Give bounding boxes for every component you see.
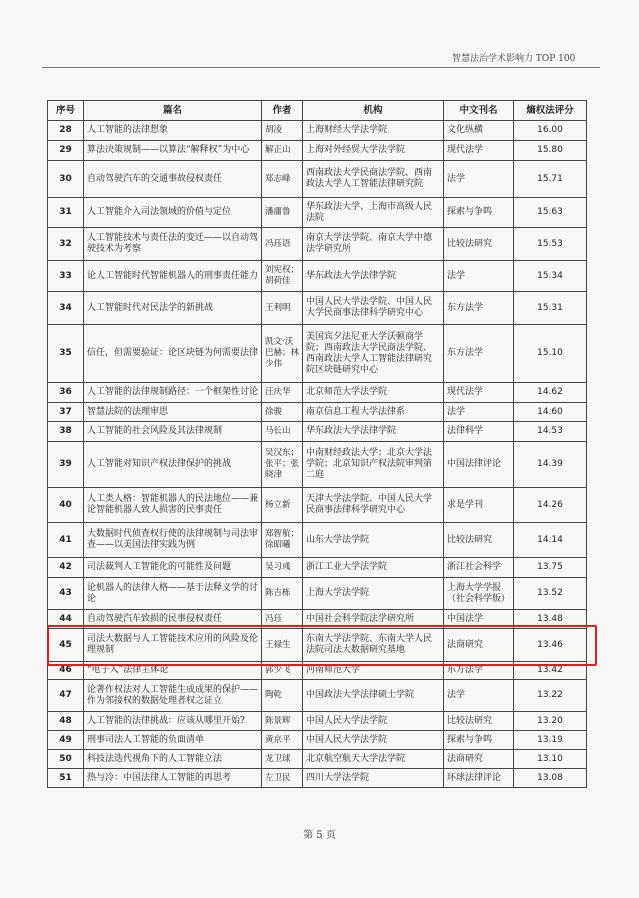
row-number: 39: [48, 442, 84, 488]
score-value: 13.42: [514, 662, 587, 680]
row-number: 36: [48, 383, 84, 403]
score-value: 13.20: [514, 712, 587, 731]
score-value: 13.08: [514, 769, 587, 788]
column-header-no: 序号: [48, 101, 84, 121]
article-title: 论机器人的法律人格——基于法释义学的讨论: [84, 578, 262, 610]
author-name: 杨立新: [262, 488, 303, 523]
table-row: [48, 523, 587, 558]
column-header-institution: 机构: [303, 101, 444, 121]
article-title: 人工类人格：智能机器人的民法地位——兼论智能机器人致人损害的民事责任: [84, 488, 262, 523]
table-row: [48, 422, 587, 442]
journal-name: 比较法研究: [444, 523, 514, 558]
article-title: 司法裁判人工智能化的可能性及问题: [84, 558, 262, 578]
table-row: [48, 731, 587, 750]
author-name: 龙卫球: [262, 750, 303, 769]
institution-name: 中国政法大学法律硕士学院: [303, 680, 444, 712]
article-title: 热与冷：中国法律人工智能的再思考: [84, 769, 262, 788]
journal-name: 比较法研究: [444, 228, 514, 261]
author-name: 郑志峰: [262, 161, 303, 198]
institution-name: 美国宾夕法尼亚大学沃顿商学院；西南政法大学民商法学院、西南政法大学人工智能法律研究院区块链研究中心: [303, 325, 444, 383]
article-title: 刑事司法人工智能的负面清单: [84, 731, 262, 750]
score-value: 15.10: [514, 325, 587, 383]
author-name: 吴汉东；张平；张晓津: [262, 442, 303, 488]
author-name: 王禄生: [262, 629, 303, 662]
table-row: [48, 261, 587, 292]
row-number: 41: [48, 523, 84, 558]
row-number: 34: [48, 292, 84, 325]
row-number: 32: [48, 228, 84, 261]
institution-name: 中国人民大学法学院: [303, 712, 444, 731]
page-number: 第 5 页: [303, 830, 336, 841]
institution-name: 上海大学法学院: [303, 578, 444, 610]
author-name: 解正山: [262, 141, 303, 161]
article-title: 智慧法院的法理审思: [84, 403, 262, 422]
score-value: 14.60: [514, 403, 587, 422]
author-name: 胡凌: [262, 121, 303, 141]
score-value: 15.80: [514, 141, 587, 161]
journal-name: 法商研究: [444, 750, 514, 769]
journal-name: 中国法学: [444, 610, 514, 629]
institution-name: 中国人民大学法学院、中国人民大学民商事法律科学研究中心: [303, 292, 444, 325]
row-number: 50: [48, 750, 84, 769]
row-number: 31: [48, 198, 84, 228]
institution-name: 南京信息工程大学法律系: [303, 403, 444, 422]
score-value: 13.19: [514, 731, 587, 750]
article-title: 人工智能技术与责任法的变迁——以自动驾驶技术为考察: [84, 228, 262, 261]
author-name: 徐骏: [262, 403, 303, 422]
author-name: 冯珏语: [262, 228, 303, 261]
author-name: 陈吉栋: [262, 578, 303, 610]
score-value: 16.00: [514, 121, 587, 141]
journal-name: 东方法学: [444, 292, 514, 325]
row-number: 47: [48, 680, 84, 712]
journal-name: 法学: [444, 161, 514, 198]
institution-name: 上海财经大学法学院: [303, 121, 444, 141]
article-title: 自动驾驶汽车的交通事故侵权责任: [84, 161, 262, 198]
author-name: 陈景辉: [262, 712, 303, 731]
journal-name: 比较法研究: [444, 712, 514, 731]
table-row: [48, 750, 587, 769]
journal-name: 法学: [444, 403, 514, 422]
table-header-row: [48, 101, 587, 121]
article-title: 司法大数据与人工智能技术应用的风险及伦理规制: [84, 629, 262, 662]
table-body: [48, 121, 587, 788]
highlight-box: [47, 625, 597, 666]
row-number: 28: [48, 121, 84, 141]
author-name: 冯珏: [262, 610, 303, 629]
article-title: 论著作权法对人工智能生成成果的保护——作为邻接权的数据处理者权之证立: [84, 680, 262, 712]
journal-name: 上海大学学报（社会科学版）: [444, 578, 514, 610]
institution-name: 西南政法大学民商法学院、西南政法大学人工智能法律研究院: [303, 161, 444, 198]
row-number: 30: [48, 161, 84, 198]
score-value: 14.26: [514, 488, 587, 523]
journal-name: 法商研究: [444, 629, 514, 662]
row-number: 37: [48, 403, 84, 422]
author-name: 潘庸鲁: [262, 198, 303, 228]
row-number: 44: [48, 610, 84, 629]
institution-name: 天津大学法学院、中国人民大学民商事法律科学研究中心: [303, 488, 444, 523]
author-name: 陶乾: [262, 680, 303, 712]
author-name: 左卫民: [262, 769, 303, 788]
row-number: 45: [48, 629, 84, 662]
table-row: [48, 161, 587, 198]
row-number: 29: [48, 141, 84, 161]
score-value: 13.48: [514, 610, 587, 629]
institution-name: 东南大学法学院、东南大学人民法院司法大数据研究基地: [303, 629, 444, 662]
score-value: 14.39: [514, 442, 587, 488]
row-number: 49: [48, 731, 84, 750]
row-number: 38: [48, 422, 84, 442]
score-value: 13.52: [514, 578, 587, 610]
journal-name: 法律科学: [444, 422, 514, 442]
author-name: 刘宪权；胡荷佳: [262, 261, 303, 292]
score-value: 15.63: [514, 198, 587, 228]
journal-name: 东方法学: [444, 325, 514, 383]
score-value: 13.10: [514, 750, 587, 769]
article-title: 人工智能时代对民法学的新挑战: [84, 292, 262, 325]
score-value: 13.75: [514, 558, 587, 578]
article-title: 人工智能的法律规制路径：一个框架性讨论: [84, 383, 262, 403]
row-number: 40: [48, 488, 84, 523]
ranking-table: [47, 100, 587, 788]
journal-name: 探索与争鸣: [444, 198, 514, 228]
journal-name: 东方法学: [444, 662, 514, 680]
journal-name: 环球法律评论: [444, 769, 514, 788]
institution-name: 浙江工业大学法学院: [303, 558, 444, 578]
author-name: 凯文·沃巴赫；林少伟: [262, 325, 303, 383]
author-name: 王利明: [262, 292, 303, 325]
row-number: 42: [48, 558, 84, 578]
institution-name: 华东政法大学法律学院: [303, 422, 444, 442]
journal-name: 求是学刊: [444, 488, 514, 523]
table-row: [48, 578, 587, 610]
table-row: [48, 403, 587, 422]
table-row: [48, 198, 587, 228]
journal-name: 探索与争鸣: [444, 731, 514, 750]
journal-name: 现代法学: [444, 141, 514, 161]
institution-name: 北京师范大学法学院: [303, 383, 444, 403]
article-title: 大数据时代侦查权行使的法律规制与司法审查——以美国法律实践为例: [84, 523, 262, 558]
table-row: [48, 769, 587, 788]
author-name: 郑智航；徐昭曦: [262, 523, 303, 558]
column-header-title: 篇名: [84, 101, 262, 121]
table-row: [48, 558, 587, 578]
journal-name: 文化纵横: [444, 121, 514, 141]
author-name: 吴习彧: [262, 558, 303, 578]
institution-name: 南京大学法学院、南京大学中德法学研究所: [303, 228, 444, 261]
article-title: 人工智能的法律挑战：应该从哪里开始?: [84, 712, 262, 731]
score-value: 13.22: [514, 680, 587, 712]
journal-name: 法学: [444, 261, 514, 292]
table-row: [48, 228, 587, 261]
column-header-score: 熵权法评分: [514, 101, 587, 121]
score-value: 14.62: [514, 383, 587, 403]
score-value: 15.31: [514, 292, 587, 325]
article-title: 自动驾驶汽车致损的民事侵权责任: [84, 610, 262, 629]
institution-name: 中国社会科学院法学研究所: [303, 610, 444, 629]
author-name: 马长山: [262, 422, 303, 442]
institution-name: 山东大学法学院: [303, 523, 444, 558]
report-title: 智慧法治学术影响力 TOP 100: [452, 54, 576, 64]
row-number: 33: [48, 261, 84, 292]
institution-name: 上海对外经贸大学法学院: [303, 141, 444, 161]
journal-name: 法学: [444, 680, 514, 712]
article-title: “电子人”法律主体论: [84, 662, 262, 680]
author-name: 郭少飞: [262, 662, 303, 680]
table-row: [48, 141, 587, 161]
article-title: 人工智能介入司法领域的价值与定位: [84, 198, 262, 228]
row-number: 46: [48, 662, 84, 680]
row-number: 51: [48, 769, 84, 788]
institution-name: 中国人民大学法学院: [303, 731, 444, 750]
score-value: 14.53: [514, 422, 587, 442]
score-value: 14.14: [514, 523, 587, 558]
institution-name: 四川大学法学院: [303, 769, 444, 788]
score-value: 15.71: [514, 161, 587, 198]
table-row: [48, 292, 587, 325]
table-row: [48, 383, 587, 403]
table-row: [48, 712, 587, 731]
article-title: 信任，但需要验证：论区块链为何需要法律: [84, 325, 262, 383]
institution-name: 华东政法大学法律学院: [303, 261, 444, 292]
column-header-author: 作者: [262, 101, 303, 121]
row-number: 43: [48, 578, 84, 610]
journal-name: 现代法学: [444, 383, 514, 403]
article-title: 人工智能的社会风险及其法律规制: [84, 422, 262, 442]
table-row: [48, 680, 587, 712]
table-row: [48, 325, 587, 383]
table-row: [48, 442, 587, 488]
institution-name: 中南财经政法大学；北京大学法学院；北京知识产权法院审判第二庭: [303, 442, 444, 488]
institution-name: 华东政法大学、上海市高级人民法院: [303, 198, 444, 228]
row-number: 35: [48, 325, 84, 383]
score-value: 13.46: [514, 629, 587, 662]
author-name: 汪庆华: [262, 383, 303, 403]
table-row: [48, 488, 587, 523]
score-value: 15.34: [514, 261, 587, 292]
author-name: 黄京平: [262, 731, 303, 750]
column-header-journal: 中文刊名: [444, 101, 514, 121]
institution-name: 北京航空航天大学法学院: [303, 750, 444, 769]
journal-name: 浙江社会科学: [444, 558, 514, 578]
article-title: 科技法迭代视角下的人工智能立法: [84, 750, 262, 769]
article-title: 算法决策规制——以算法“解释权”为中心: [84, 141, 262, 161]
row-number: 48: [48, 712, 84, 731]
table-row: [48, 121, 587, 141]
article-title: 论人工智能时代智能机器人的刑事责任能力: [84, 261, 262, 292]
article-title: 人工智能的法律想象: [84, 121, 262, 141]
journal-name: 中国法律评论: [444, 442, 514, 488]
score-value: 15.53: [514, 228, 587, 261]
institution-name: 河南师范大学: [303, 662, 444, 680]
article-title: 人工智能对知识产权法律保护的挑战: [84, 442, 262, 488]
header-divider: [42, 67, 600, 68]
